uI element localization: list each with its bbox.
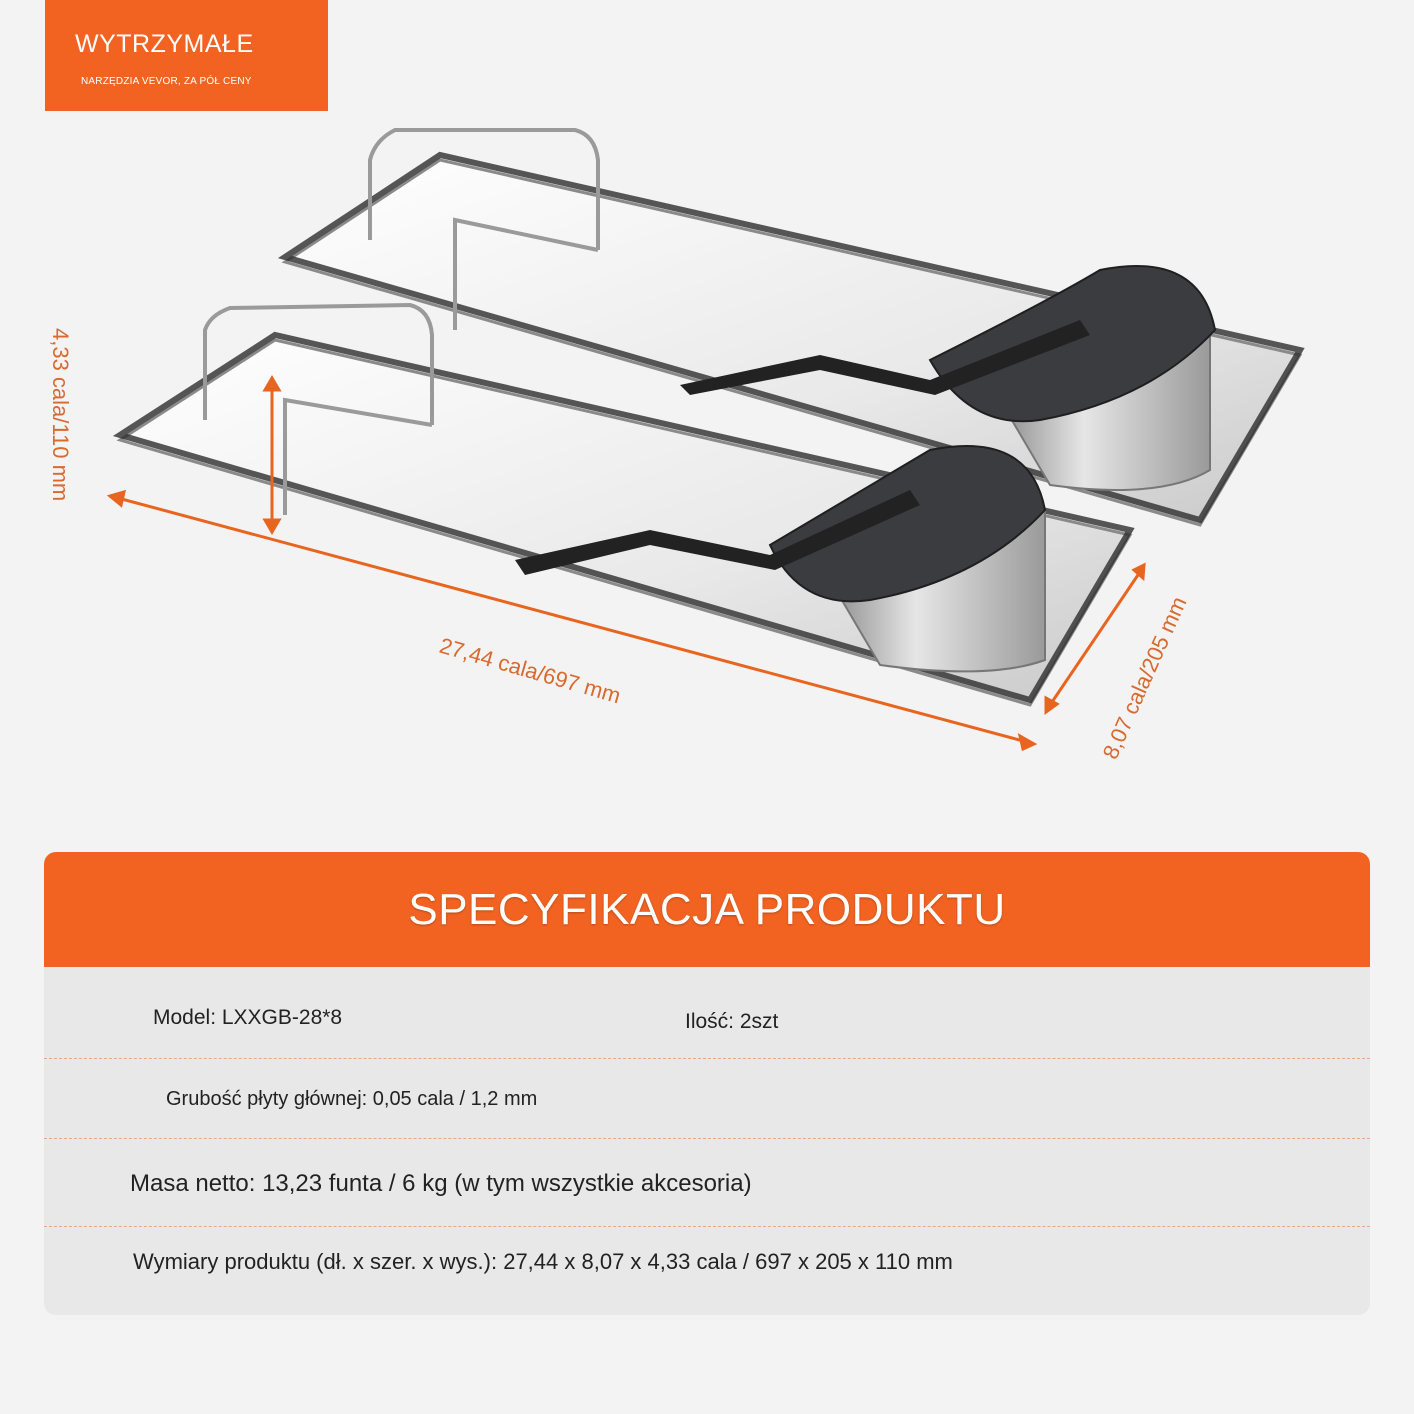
brand-title: WYTRZYMAŁE bbox=[75, 30, 254, 58]
board-thickness-text: Grubość płyty głównej: 0,05 cala / 1,2 mm bbox=[166, 1088, 538, 1110]
brand-subtitle: NARZĘDZIA VEVOR, ZA PÓŁ CENY bbox=[81, 76, 252, 87]
spec-row-weight bbox=[44, 1139, 1370, 1227]
specification-title: SPECYFIKACJA PRODUKTU bbox=[44, 852, 1370, 967]
net-weight-text: Masa netto: 13,23 funta / 6 kg (w tym wszystkie akcesoria) bbox=[130, 1170, 752, 1197]
specification-panel bbox=[44, 852, 1370, 1315]
spec-row-thickness bbox=[44, 1059, 1370, 1139]
length-dimension-label: 27,44 cala/697 mm bbox=[436, 632, 624, 709]
height-dimension-label: 4,33 cala/110 mm bbox=[48, 328, 73, 502]
product-dimensions-text: Wymiary produktu (dł. x szer. x wys.): 27,44 x 8,07 x 4,33 cala / 697 x 205 x 110 mm bbox=[133, 1249, 953, 1274]
spec-row-dimensions bbox=[44, 1227, 1370, 1315]
spec-row-model-quantity bbox=[44, 967, 1370, 1059]
quantity-text: Ilość: 2szt bbox=[685, 1010, 779, 1033]
model-text: Model: LXXGB-28*8 bbox=[153, 1006, 343, 1029]
width-dimension-label: 8,07 cala/205 mm bbox=[1097, 592, 1192, 763]
